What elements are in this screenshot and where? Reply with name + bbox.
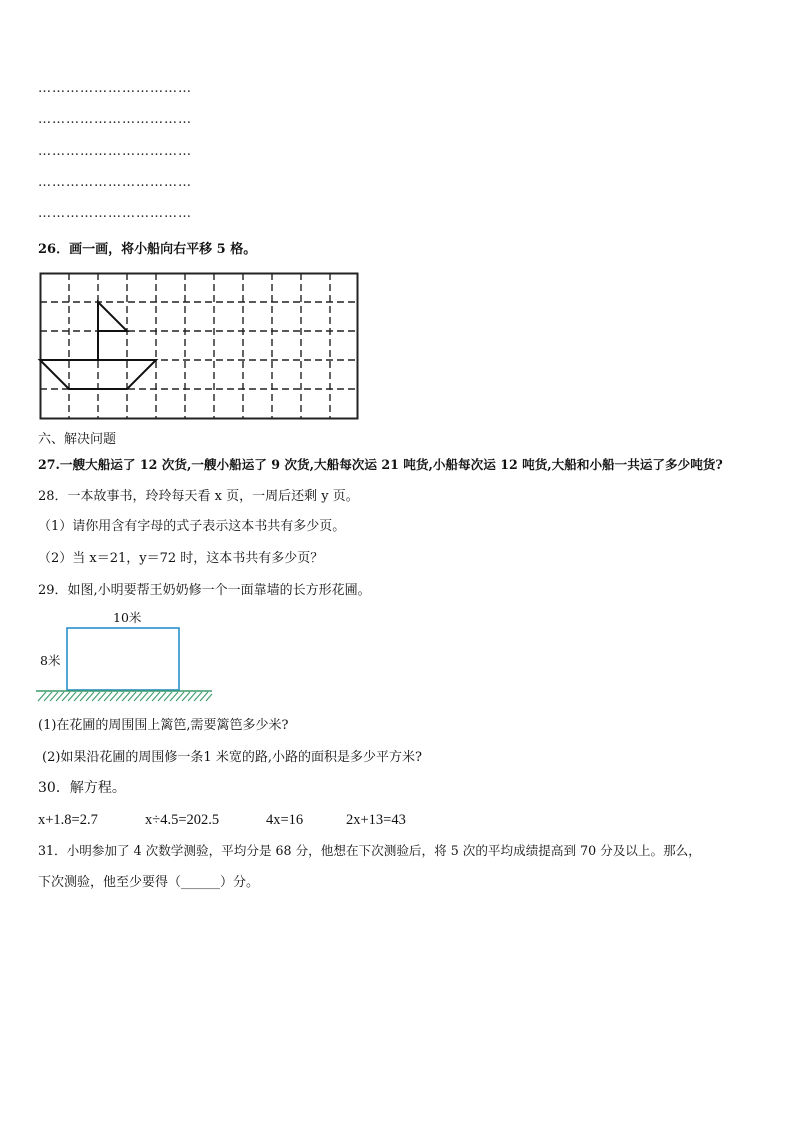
answer-line: …………………………… xyxy=(38,175,192,190)
answer-line: …………………………… xyxy=(38,81,192,96)
equation-1: x+1.8=2.7 xyxy=(38,812,98,828)
garden-figure xyxy=(36,626,216,706)
answer-line: …………………………… xyxy=(38,112,192,127)
question-28: 28．一本故事书，玲玲每天看 x 页，一周后还剩 y 页。 xyxy=(38,489,359,504)
equation-2: x÷4.5=202.5 xyxy=(145,812,220,828)
garden-rectangle xyxy=(67,628,179,690)
garden-height-label: 8米 xyxy=(40,653,61,668)
grid-border xyxy=(41,274,358,419)
answer-line: …………………………… xyxy=(38,206,192,221)
question-29: 29．如图,小明要帮王奶奶修一个一面靠墙的长方形花圃。 xyxy=(38,583,371,598)
garden-width-label: 10米 xyxy=(113,610,142,625)
section-title: 六、解决问题 xyxy=(38,432,117,447)
answer-line: …………………………… xyxy=(38,144,192,159)
question-28-part-2: （2）当 x＝21，y＝72 时，这本书共有多少页？ xyxy=(38,551,324,566)
equation-3: 4x=16 xyxy=(266,812,304,828)
equation-4: 2x+13=43 xyxy=(346,812,406,828)
question-29-part-1: (1)在花圃的周围围上篱笆,需要篱笆多少米? xyxy=(38,718,289,733)
question-29-part-2: (2)如果沿花圃的周围修一条1 米宽的路,小路的面积是多少平方米? xyxy=(42,750,422,765)
question-30: 30．解方程。 xyxy=(38,780,126,796)
question-27: 27.一艘大船运了 12 次货,一艘小船运了 9 次货,大船每次运 21 吨货,小船每次运 12 吨货,大船和小船一共运了多少吨货? xyxy=(38,457,723,472)
question-26: 26．画一画，将小船向右平移 5 格。 xyxy=(38,242,257,257)
question-31-line-1: 31．小明参加了 4 次数学测验，平均分是 68 分，他想在下次测验后，将 5 次的平均成绩提高到 70 分及以上。那么， xyxy=(38,843,701,858)
question-31-line-2: 下次测验，他至少要得（______）分。 xyxy=(38,875,260,890)
question-28-part-1: （1）请你用含有字母的式子表示这本书共有多少页。 xyxy=(38,519,346,534)
boat-grid-figure xyxy=(40,273,360,421)
wall-hatching xyxy=(38,692,212,701)
grid-dashed-lines xyxy=(40,273,357,419)
